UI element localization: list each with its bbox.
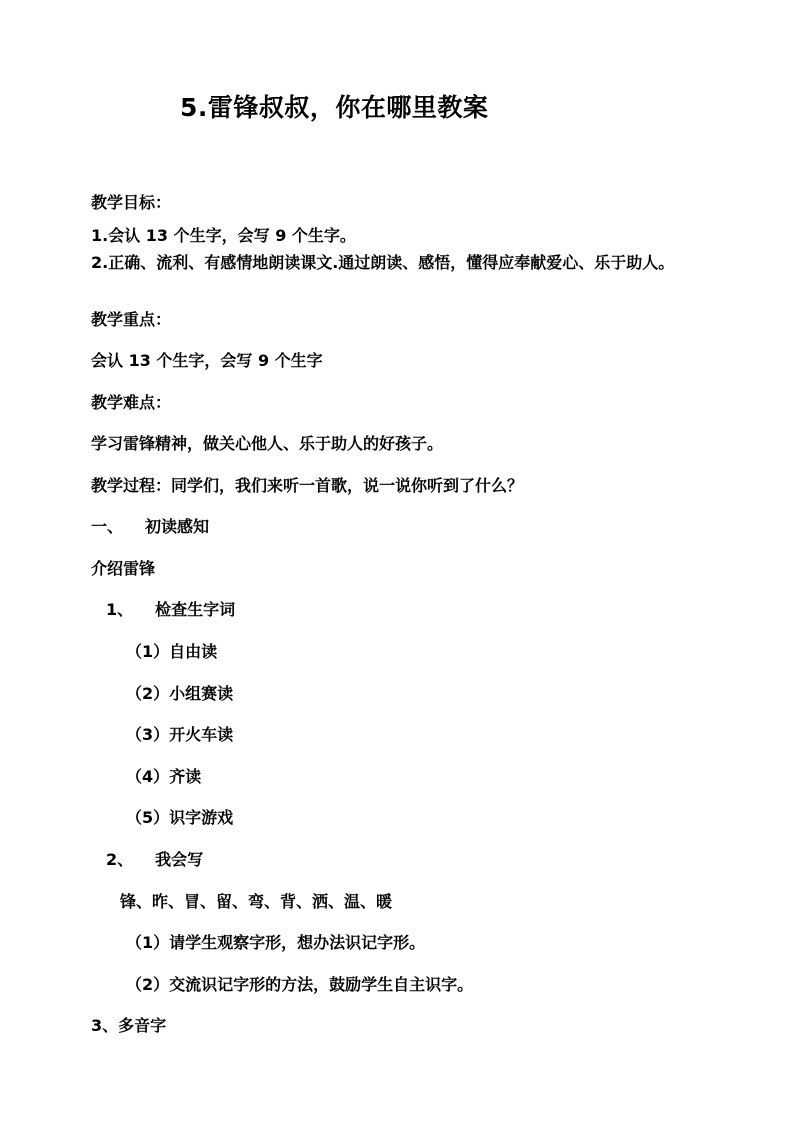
step-1-number: 1、 [106, 600, 134, 619]
step-1-heading [106, 599, 235, 621]
sub-item-1: （1）自由读 [126, 642, 218, 661]
sub-item-4: （4）齐读 [126, 767, 202, 786]
step-1-title: 检查生字词 [155, 600, 236, 619]
sub-item-5: （5）识字游戏 [126, 808, 234, 827]
goal-heading: 教学目标： [91, 193, 172, 212]
difficulty-heading: 教学难点： [91, 393, 172, 412]
goal-item-2: 2.正确、流利、有感情地朗读课文.通过朗读、感悟，懂得应奉献爱心、乐于助人。 [91, 253, 675, 272]
step-3-heading: 3、多音字 [91, 1016, 167, 1035]
process-text: 教学过程：同学们，我们来听一首歌，说一说你听到了什么？ [91, 476, 524, 495]
write-item-2: （2）交流识记字形的方法，鼓励学生自主识字。 [126, 975, 474, 994]
key-heading: 教学重点： [91, 310, 172, 329]
write-characters: 锋、昨、冒、留、弯、背、洒、温、暖 [120, 892, 393, 911]
section-1-heading [91, 516, 209, 538]
step-2-heading [106, 849, 203, 871]
section-1-number: 一、 [91, 517, 124, 536]
section-1-title: 初读感知 [145, 517, 210, 536]
difficulty-text: 学习雷锋精神，做关心他人、乐于助人的好孩子。 [91, 434, 444, 453]
step-2-number: 2、 [106, 850, 134, 869]
step-2-title: 我会写 [155, 850, 204, 869]
intro-text: 介绍雷锋 [91, 559, 156, 578]
sub-item-3: （3）开火车读 [126, 725, 234, 744]
document-title: 5.雷锋叔叔，你在哪里教案 [180, 93, 489, 122]
sub-item-2: （2）小组赛读 [126, 684, 234, 703]
key-text: 会认 13 个生字，会写 9 个生字 [91, 351, 323, 370]
goal-item-1: 1.会认 13 个生字，会写 9 个生字。 [91, 226, 356, 245]
write-item-1: （1）请学生观察字形，想办法识记字形。 [126, 933, 426, 952]
